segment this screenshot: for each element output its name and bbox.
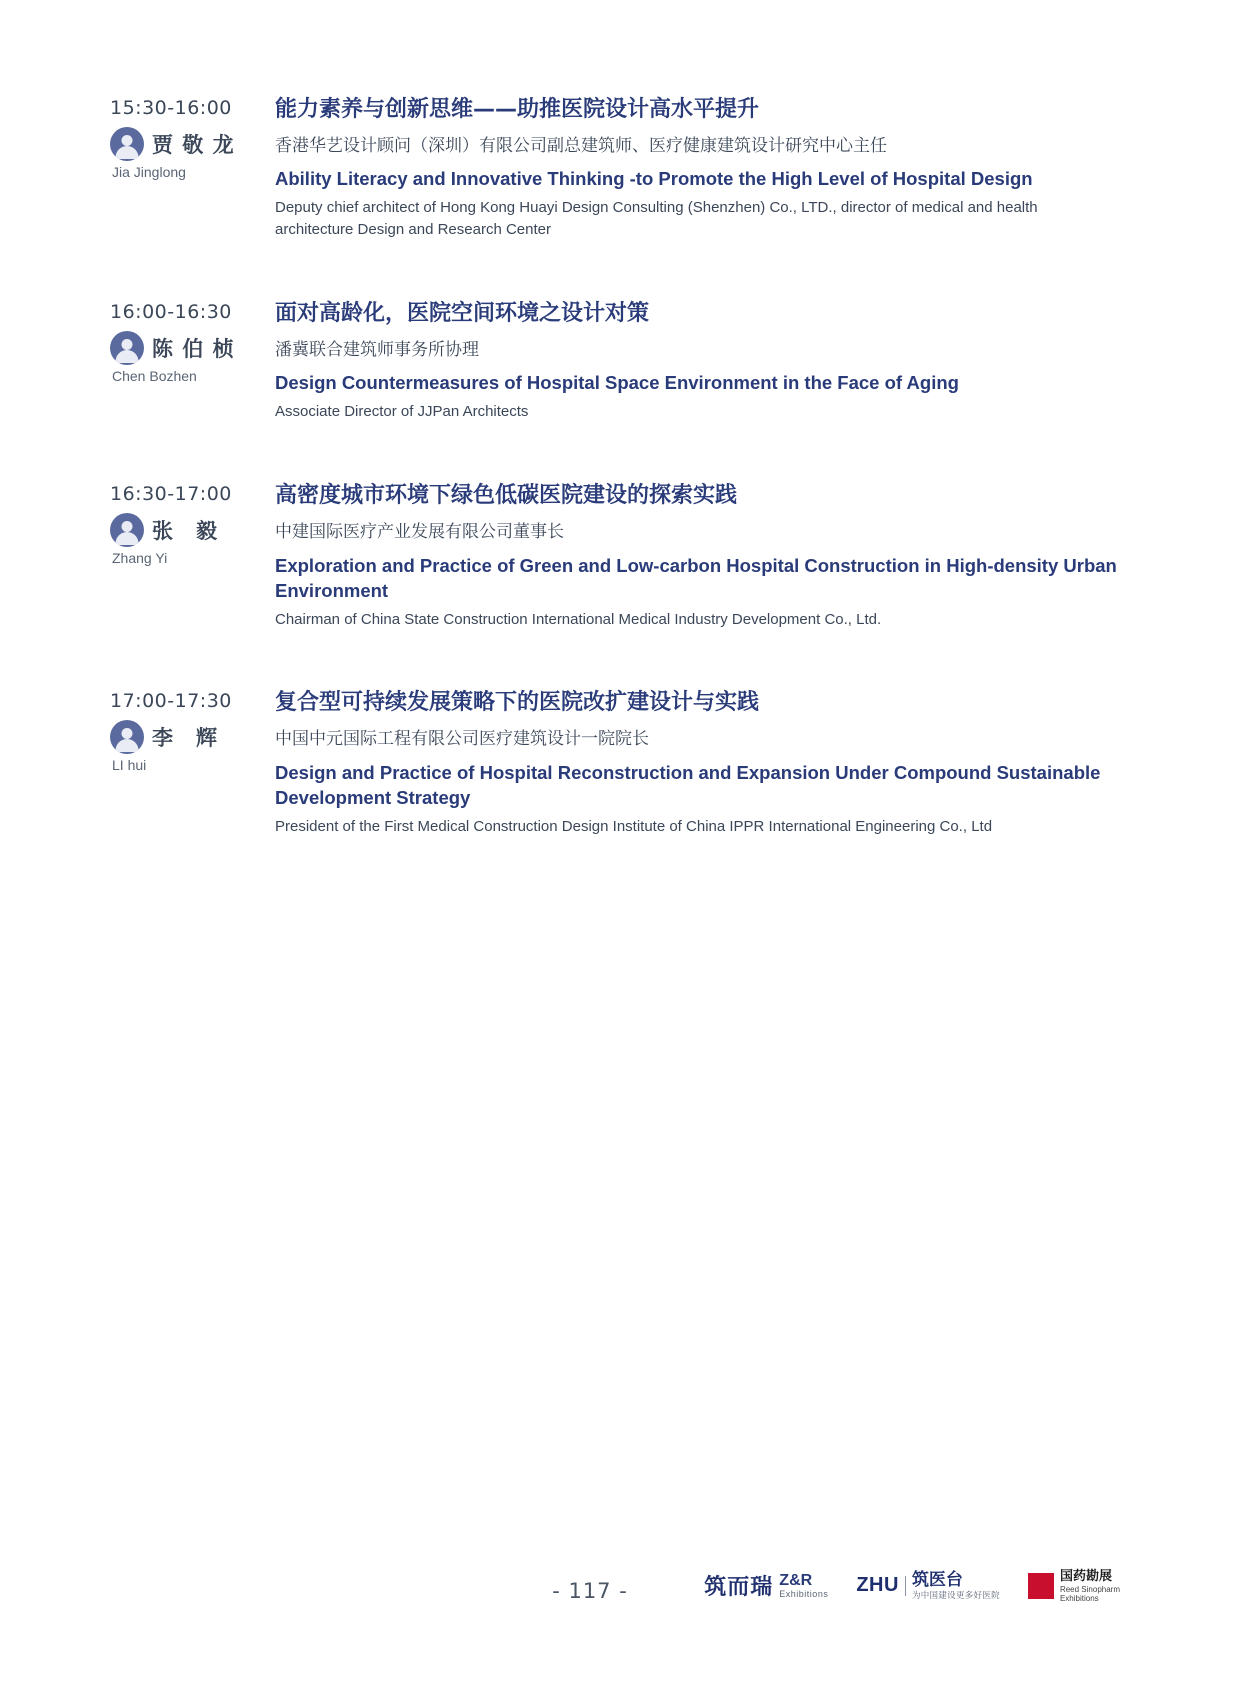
page-number: - 117 - xyxy=(552,1579,628,1603)
session-title-en: Design and Practice of Hospital Reconstruction and Expansion Under Compound Sustainable Development Strategy xyxy=(275,761,1101,808)
session-title-cn: 能力素养与创新思维——助推医院设计高水平提升 xyxy=(275,97,760,122)
logo-zhuyitai-slogan: 为中国建设更多好医院 xyxy=(911,1591,1000,1602)
session-left-column xyxy=(110,688,275,773)
agenda-session xyxy=(110,688,1120,837)
logo-reed-cn: 国药勘展 xyxy=(1059,1569,1112,1584)
session-affiliation-en: Deputy chief architect of Hong Kong Huayi Design Consulting (Shenzhen) Co., LTD., director of medical and health architecture Design and Research Center xyxy=(275,199,1038,239)
agenda-list xyxy=(110,95,1120,896)
speaker-name-en: Zhang Yi xyxy=(112,550,168,567)
avatar-icon xyxy=(110,331,144,365)
session-title-cn: 面对高龄化，医院空间环境之设计对策 xyxy=(275,300,650,326)
session-time: 16:30-17:00 xyxy=(110,483,232,506)
logo-zhuyitai-cn: 筑医台 xyxy=(911,1569,963,1590)
session-affiliation-en: Associate Director of JJPan Architects xyxy=(275,403,529,421)
speaker-row xyxy=(110,331,235,365)
speaker-row xyxy=(110,513,218,547)
speaker-name-cn: 李 辉 xyxy=(152,726,218,751)
logo-zhuyitai-mark: ZHU xyxy=(856,1574,899,1597)
logo-divider xyxy=(905,1576,906,1596)
logo-reed-en2: Exhibitions xyxy=(1059,1593,1099,1603)
session-time: 15:30-16:00 xyxy=(110,97,232,119)
logo-zhuyitai xyxy=(856,1571,1000,1602)
session-left-column xyxy=(110,481,275,566)
logo-zhurui-sub: Exhibitions xyxy=(779,1588,829,1599)
speaker-name-cn: 张 毅 xyxy=(152,519,218,544)
session-affiliation-cn: 潘冀联合建筑师事务所协理 xyxy=(275,339,479,360)
speaker-name-en: Jia Jinglong xyxy=(112,164,186,180)
session-title-en: Ability Literacy and Innovative Thinking -to Promote the High Level of Hospital Design xyxy=(275,168,1033,190)
session-right-column xyxy=(275,688,1120,837)
agenda-session xyxy=(110,299,1120,423)
session-affiliation-en: President of the First Medical Construction Design Institute of China IPPR International Engineering Co., Ltd xyxy=(275,817,993,835)
speaker-name-en: Chen Bozhen xyxy=(112,367,197,384)
logo-reed-en1: Reed Sinopharm xyxy=(1059,1584,1120,1594)
speaker-block xyxy=(110,720,275,773)
speaker-block xyxy=(110,331,275,384)
speaker-name-cn: 贾 敬 龙 xyxy=(152,133,235,157)
session-time: 17:00-17:30 xyxy=(110,690,232,713)
agenda-session xyxy=(110,481,1120,630)
session-right-column xyxy=(275,95,1120,241)
speaker-row xyxy=(110,720,218,754)
session-left-column xyxy=(110,299,275,384)
speaker-block xyxy=(110,127,275,180)
session-affiliation-cn: 中国中元国际工程有限公司医疗建筑设计一院院长 xyxy=(275,729,649,750)
logo-reed-sinopharm xyxy=(1028,1569,1120,1603)
session-title-en: Design Countermeasures of Hospital Space Environment in the Face of Aging xyxy=(275,372,959,394)
logo-zhurui-en: Z&R xyxy=(779,1571,813,1589)
agenda-session xyxy=(110,95,1120,241)
logo-reed-square-icon xyxy=(1028,1573,1054,1599)
avatar-icon xyxy=(110,720,144,754)
avatar-icon xyxy=(110,513,144,547)
footer-logos xyxy=(704,1569,1120,1603)
session-right-column xyxy=(275,299,1120,423)
logo-zhurui xyxy=(704,1570,828,1601)
session-time: 16:00-16:30 xyxy=(110,300,232,323)
speaker-row xyxy=(110,127,235,161)
session-title-cn: 复合型可持续发展策略下的医院改扩建设计与实践 xyxy=(275,690,760,716)
speaker-block xyxy=(110,513,275,566)
session-title-cn: 高密度城市环境下绿色低碳医院建设的探索实践 xyxy=(275,483,738,509)
session-left-column xyxy=(110,95,275,180)
avatar-icon xyxy=(110,127,144,161)
page-footer xyxy=(0,1565,1240,1621)
session-title-en: Exploration and Practice of Green and Low-carbon Hospital Construction in High-density Urban Environment xyxy=(275,554,1117,601)
session-affiliation-cn: 中建国际医疗产业发展有限公司董事长 xyxy=(275,521,564,542)
speaker-name-en: LI hui xyxy=(112,757,147,774)
speaker-name-cn: 陈 伯 桢 xyxy=(152,336,235,361)
session-affiliation-cn: 香港华艺设计顾问（深圳）有限公司副总建筑师、医疗健康建筑设计研究中心主任 xyxy=(275,135,887,156)
session-right-column xyxy=(275,481,1120,630)
session-affiliation-en: Chairman of China State Construction International Medical Industry Development Co., Ltd. xyxy=(275,610,882,628)
logo-zhurui-cn: 筑而瑞 xyxy=(704,1575,774,1601)
